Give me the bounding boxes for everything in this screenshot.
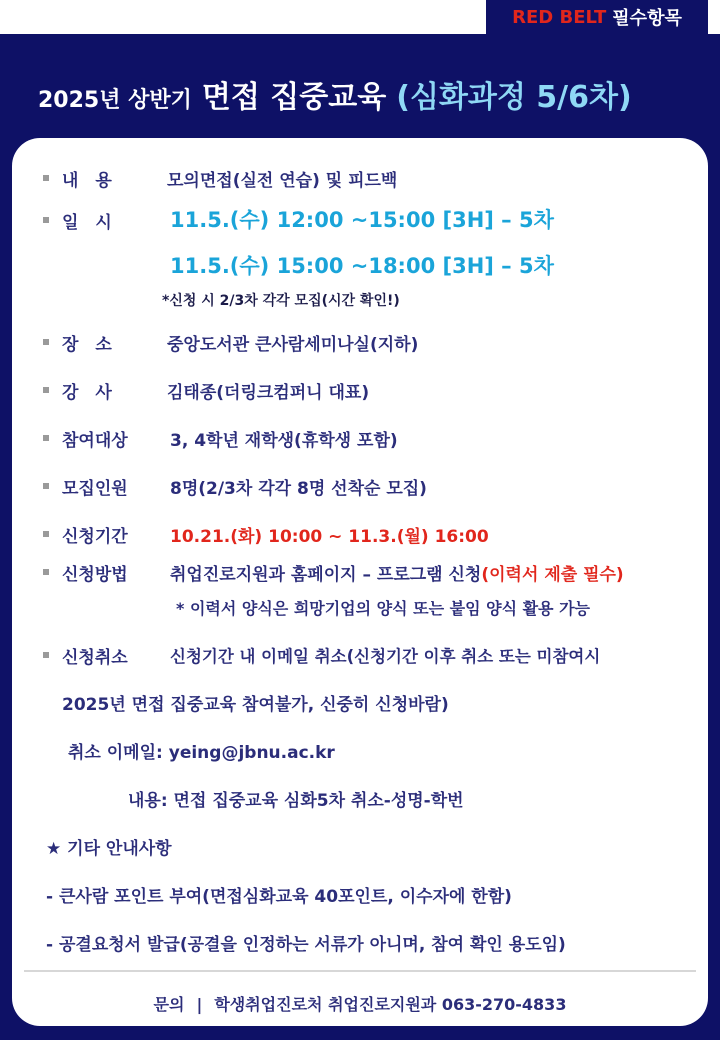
etc-item-2: - 공결요청서 발급(공결을 인정하는 서류가 아니며, 참여 확인 용도임) bbox=[46, 935, 566, 955]
cancel-value: 신청기간 내 이메일 취소(신청기간 이후 취소 또는 미참여시 bbox=[170, 647, 601, 666]
bullet-icon bbox=[43, 652, 49, 658]
target-label: 참여대상 bbox=[62, 431, 128, 451]
red-belt-badge bbox=[486, 0, 708, 34]
cancel-label: 신청취소 bbox=[62, 648, 128, 668]
datetime-label: 일 시 bbox=[62, 213, 112, 233]
title-year: 2025년 상반기 bbox=[38, 88, 192, 113]
bullet-icon bbox=[43, 435, 49, 441]
badge-red-text: RED BELT bbox=[512, 6, 607, 28]
info-card bbox=[12, 138, 708, 1026]
period-label: 신청기간 bbox=[62, 527, 128, 547]
bullet-icon bbox=[43, 339, 49, 345]
target-value: 3, 4학년 재학생(휴학생 포함) bbox=[170, 431, 398, 451]
etc-heading: ★ 기타 안내사항 bbox=[46, 839, 172, 859]
bullet-icon bbox=[43, 483, 49, 489]
lecturer-label: 강 사 bbox=[62, 383, 112, 403]
capacity-label: 모집인원 bbox=[62, 479, 128, 499]
footer-label: 문의 bbox=[153, 995, 185, 1014]
period-value: 10.21.(화) 10:00 ~ 11.3.(월) 16:00 bbox=[170, 527, 489, 547]
badge-white-text: 필수항목 bbox=[612, 8, 682, 29]
capacity-value: 8명(2/3차 각각 8명 선착순 모집) bbox=[170, 479, 427, 499]
method-note: * 이력서 양식은 희망기업의 양식 또는 붙임 양식 활용 가능 bbox=[176, 599, 590, 618]
method-text: 취업진로지원과 홈페이지 – 프로그램 신청 bbox=[170, 565, 482, 585]
contact-footer bbox=[12, 992, 708, 1015]
place-value: 중앙도서관 큰사람세미나실(지하) bbox=[167, 335, 419, 355]
cancel-email: 취소 이메일: yeing@jbnu.ac.kr bbox=[68, 743, 335, 763]
title-sub: (심화과정 5/6차) bbox=[396, 80, 632, 115]
bullet-icon bbox=[43, 175, 49, 181]
bullet-icon bbox=[43, 531, 49, 537]
method-required: (이력서 제출 필수) bbox=[481, 565, 624, 585]
content-value: 모의면접(실전 연습) 및 피드백 bbox=[167, 171, 398, 191]
content-label: 내 용 bbox=[62, 171, 112, 191]
bullet-icon bbox=[43, 217, 49, 223]
bullet-icon bbox=[43, 569, 49, 575]
method-value bbox=[170, 560, 624, 585]
cancel-subject: 내용: 면접 집중교육 심화5차 취소-성명-학번 bbox=[128, 791, 464, 811]
page-title bbox=[38, 72, 632, 122]
cancel-line2: 2025년 면접 집중교육 참여불가, 신중히 신청바람) bbox=[62, 695, 449, 715]
footer-divider bbox=[24, 970, 696, 972]
bullet-icon bbox=[43, 387, 49, 393]
etc-item-1: - 큰사람 포인트 부여(면접심화교육 40포인트, 이수자에 한함) bbox=[46, 887, 512, 907]
datetime-line2: 11.5.(수) 15:00 ~18:00 [3H] – 5차 bbox=[170, 254, 554, 278]
lecturer-value: 김태종(더링크컴퍼니 대표) bbox=[167, 383, 370, 403]
footer-separator: | bbox=[196, 995, 203, 1014]
datetime-line1: 11.5.(수) 12:00 ~15:00 [3H] – 5차 bbox=[170, 208, 554, 232]
title-main: 면접 집중교육 bbox=[201, 80, 387, 115]
place-label: 장 소 bbox=[62, 335, 112, 355]
method-label: 신청방법 bbox=[62, 565, 128, 585]
datetime-note: *신청 시 2/3차 각각 모집(시간 확인!) bbox=[162, 293, 400, 309]
footer-contact: 학생취업진로처 취업진로지원과 063-270-4833 bbox=[214, 995, 567, 1014]
